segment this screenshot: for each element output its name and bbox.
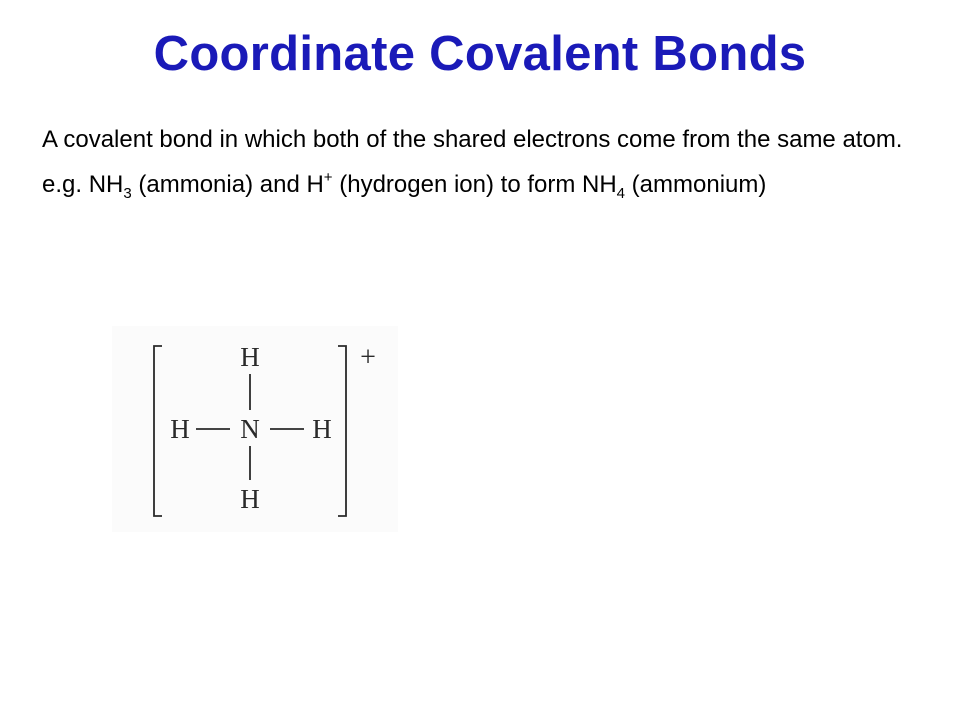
example-text xyxy=(42,162,922,208)
slide-body xyxy=(42,122,922,208)
nh4-subscript: 4 xyxy=(616,185,626,202)
definition-text: A covalent bond in which both of the shared electrons come from the same atom. xyxy=(42,126,903,153)
right-bracket xyxy=(338,346,346,516)
hydrogen-charge-superscript: + xyxy=(323,169,333,186)
example-mid-1: (ammonia) and H xyxy=(131,171,324,198)
nitrogen-atom: N xyxy=(240,414,260,444)
example-suffix: (ammonium) xyxy=(625,171,767,198)
example-prefix: e.g. NH xyxy=(42,171,124,198)
example-mid-2: (hydrogen ion) to form NH xyxy=(332,171,617,198)
top-hydrogen-atom: H xyxy=(240,342,260,372)
left-bracket xyxy=(154,346,162,516)
right-hydrogen-atom: H xyxy=(312,414,332,444)
left-hydrogen-atom: H xyxy=(170,414,190,444)
nh3-subscript: 3 xyxy=(123,185,132,202)
bottom-hydrogen-atom: H xyxy=(240,484,260,514)
ammonium-structure-diagram xyxy=(112,326,398,532)
slide-title: Coordinate Covalent Bonds xyxy=(153,27,807,81)
positive-charge-sign: + xyxy=(360,342,376,373)
ammonium-structure-svg xyxy=(112,326,398,532)
